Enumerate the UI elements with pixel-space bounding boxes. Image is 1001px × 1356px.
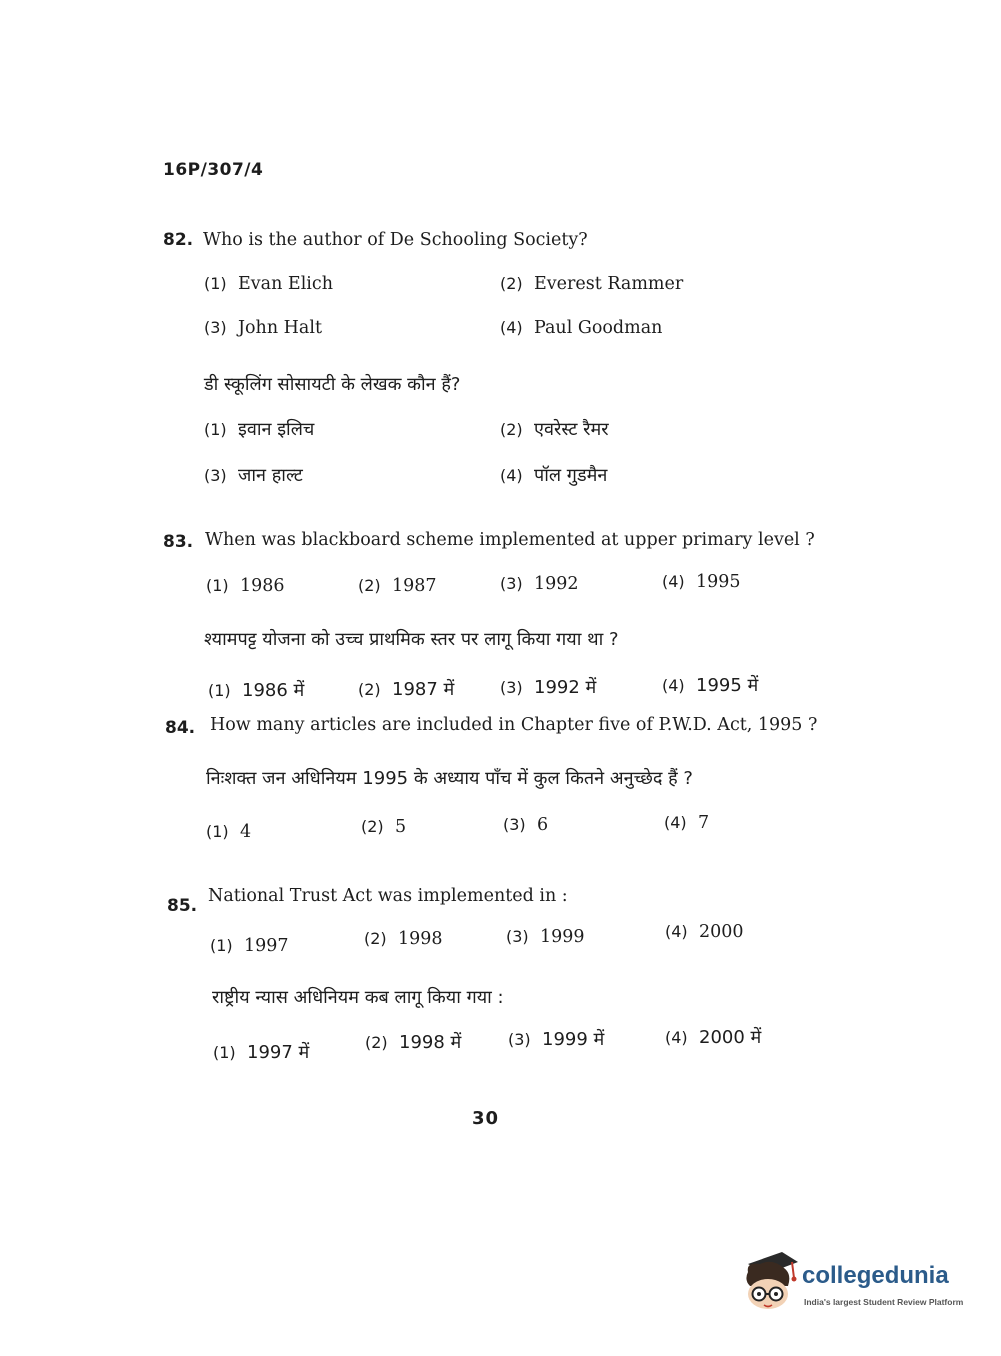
option-number: (3) bbox=[506, 927, 529, 946]
option bbox=[204, 417, 314, 441]
option-text: 2000 में bbox=[699, 1027, 762, 1048]
paper-code: 16P/307/4 bbox=[163, 160, 264, 180]
option-text: Paul Goodman bbox=[534, 318, 663, 338]
option bbox=[503, 815, 548, 835]
option bbox=[208, 678, 304, 702]
option bbox=[204, 274, 333, 294]
option-number: (4) bbox=[662, 676, 685, 695]
option-text: 1987 bbox=[392, 576, 437, 596]
option-number: (1) bbox=[204, 274, 227, 293]
option bbox=[206, 576, 285, 596]
option-number: (4) bbox=[500, 318, 523, 337]
option-number: (1) bbox=[204, 420, 227, 439]
page-number: 30 bbox=[472, 1108, 500, 1129]
option bbox=[665, 1025, 761, 1049]
option bbox=[500, 675, 596, 699]
question-text-english: Who is the author of De Schooling Society? bbox=[203, 230, 588, 250]
option-number: (2) bbox=[358, 680, 381, 699]
question-number: 83. bbox=[163, 532, 194, 552]
option-text: 1987 में bbox=[392, 679, 455, 700]
brand-tagline: India's largest Student Review Platform bbox=[804, 1297, 964, 1307]
option-number: (4) bbox=[665, 1028, 688, 1047]
option bbox=[213, 1040, 309, 1064]
option-number: (4) bbox=[500, 466, 523, 485]
option-text: जान हाल्ट bbox=[238, 465, 303, 486]
option-text: John Halt bbox=[238, 318, 322, 338]
question-number: 82. bbox=[163, 230, 194, 250]
option-number: (3) bbox=[503, 815, 526, 834]
option bbox=[662, 673, 758, 697]
option bbox=[206, 822, 251, 842]
option-text: इवान इलिच bbox=[238, 419, 315, 440]
option-text: 1995 में bbox=[696, 675, 759, 696]
option-text: Everest Rammer bbox=[534, 274, 684, 294]
option-number: (2) bbox=[500, 420, 523, 439]
option-text: 6 bbox=[537, 815, 549, 835]
option-text: Evan Elich bbox=[238, 274, 333, 294]
option-number: (2) bbox=[365, 1033, 388, 1052]
option-text: 1997 में bbox=[247, 1042, 310, 1063]
option-text: 1997 bbox=[244, 936, 289, 956]
option-number: (1) bbox=[208, 681, 231, 700]
question-text-hindi: श्यामपट्ट योजना को उच्च प्राथमिक स्तर पर लागू किया गया था ? bbox=[204, 629, 619, 650]
option-text: 1986 में bbox=[242, 680, 305, 701]
option-text: पॉल गुडमैन bbox=[534, 465, 608, 486]
option bbox=[500, 274, 683, 294]
option-number: (4) bbox=[662, 572, 685, 591]
question-number: 84. bbox=[165, 718, 196, 738]
option-text: 1999 में bbox=[542, 1029, 605, 1050]
option bbox=[361, 817, 406, 837]
option-text: 1999 bbox=[540, 927, 585, 947]
option bbox=[500, 417, 609, 441]
option-text: 4 bbox=[240, 822, 252, 842]
option bbox=[204, 463, 303, 487]
option-number: (1) bbox=[210, 936, 233, 955]
question-text-english: National Trust Act was implemented in : bbox=[208, 886, 568, 906]
option-number: (3) bbox=[508, 1030, 531, 1049]
option bbox=[365, 1030, 461, 1054]
mascot-icon bbox=[742, 1250, 800, 1312]
option-number: (1) bbox=[206, 822, 229, 841]
option-text: 2000 bbox=[699, 922, 744, 942]
question-number: 85. bbox=[167, 896, 198, 916]
brand-name: collegedunia bbox=[802, 1262, 949, 1289]
option-text: 7 bbox=[698, 813, 710, 833]
option-text: 1986 bbox=[240, 576, 285, 596]
option-text: 1998 में bbox=[399, 1032, 462, 1053]
question-text-hindi: राष्ट्रीय न्यास अधिनियम कब लागू किया गया : bbox=[212, 987, 504, 1008]
option-number: (3) bbox=[204, 318, 227, 337]
option bbox=[665, 922, 744, 942]
option bbox=[500, 574, 579, 594]
option bbox=[358, 576, 437, 596]
option bbox=[210, 936, 289, 956]
option-text: 5 bbox=[395, 817, 407, 837]
option-text: 1992 में bbox=[534, 677, 597, 698]
option-text: 1998 bbox=[398, 929, 443, 949]
option bbox=[500, 318, 662, 338]
option bbox=[506, 927, 585, 947]
option-number: (2) bbox=[358, 576, 381, 595]
option bbox=[664, 813, 709, 833]
question-text-hindi: निःशक्त जन अधिनियम 1995 के अध्याय पाँच में कुल कितने अनुच्छेद हैं ? bbox=[206, 768, 693, 789]
option-number: (3) bbox=[500, 574, 523, 593]
option-number: (4) bbox=[664, 813, 687, 832]
option-text: 1992 bbox=[534, 574, 579, 594]
option-number: (4) bbox=[665, 922, 688, 941]
option-number: (2) bbox=[500, 274, 523, 293]
question-text-hindi: डी स्कूलिंग सोसायटी के लेखक कौन हैं? bbox=[204, 374, 461, 395]
option bbox=[364, 929, 443, 949]
option bbox=[204, 318, 322, 338]
option bbox=[500, 463, 607, 487]
option-number: (1) bbox=[213, 1043, 236, 1062]
option-number: (1) bbox=[206, 576, 229, 595]
brand-logo bbox=[742, 1250, 972, 1320]
option-number: (2) bbox=[361, 817, 384, 836]
question-text-english: How many articles are included in Chapter five of P.W.D. Act, 1995 ? bbox=[210, 715, 818, 735]
option-number: (3) bbox=[204, 466, 227, 485]
option bbox=[662, 572, 741, 592]
question-text-english: When was blackboard scheme implemented at upper primary level ? bbox=[205, 530, 815, 550]
option bbox=[508, 1027, 604, 1051]
option-number: (2) bbox=[364, 929, 387, 948]
option-text: एवरेस्ट रैमर bbox=[534, 419, 609, 440]
option-number: (3) bbox=[500, 678, 523, 697]
option-text: 1995 bbox=[696, 572, 741, 592]
option bbox=[358, 677, 454, 701]
